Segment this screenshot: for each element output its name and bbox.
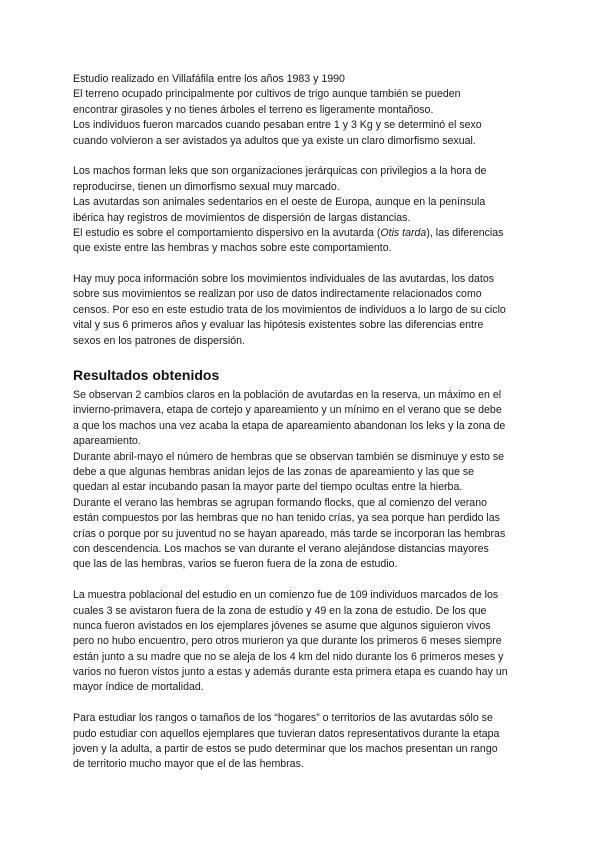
paragraph-gap (73, 696, 535, 711)
text-run: ), las diferencias (426, 226, 504, 239)
text-line: varios no fueron vistos junto a estas y además durante esta primera etapa es cuando hay un (73, 666, 508, 679)
text-line: Para estudiar los rangos o tamaños de los “hogares” o territorios de las avutardas sólo se (73, 712, 493, 725)
paragraph-gap (73, 573, 535, 588)
text-line: están junto a su madre que no se aleja de los 4 km del nido durante los 6 primeros meses y (73, 650, 504, 663)
text-line: joven y la adulta, a partir de estos se pudo determinar que los machos presentan un rango (73, 743, 498, 756)
document-content (73, 72, 535, 773)
text-line: vital y sus 6 primeros años y evaluar las hipótesis existentes sobre las diferencias entre (73, 319, 484, 332)
text-line: pudo estudiar con aquellos ejemplares que tuvieran datos representativos durante la etapa (73, 727, 500, 740)
text-line: cuales 3 se avistaron fuera de la zona de estudio y 49 en la zona de estudio. De los que (73, 604, 487, 617)
results-paragraph-2 (73, 588, 535, 696)
behavior-paragraph (73, 164, 535, 256)
text-line: apareamiento. (73, 435, 141, 448)
text-line: pero no hubo encuentro, pero otros murieron ya que durante los primeros 6 meses siempre (73, 635, 502, 648)
text-line: sexos en los patrones de dispersión. (73, 334, 245, 347)
text-line: quedan al estar incubando pasan la mayor parte del tiempo ocultas entre la hierba. (73, 481, 463, 494)
text-line: sobre sus movimientos se realizan por uso de datos indirectamente relacionados como (73, 288, 482, 301)
text-line: invierno-primavera, etapa de cortejo y apareamiento y un mínimo en el verano que se debe (73, 404, 502, 417)
text-line: a que los machos una vez acaba la etapa de apareamiento abandonan los leks y la zona de (73, 419, 506, 432)
intro-paragraph (73, 72, 535, 149)
text-line: nunca fueron avistados en los ejemplares jóvenes se asume que algunos siguieron vivos (73, 619, 491, 632)
text-line (73, 226, 535, 241)
text-line: que existe entre las hembras y machos sobre este comportamiento. (73, 242, 392, 255)
paragraph-gap (73, 149, 535, 164)
text-line: El terreno ocupado principalmente por cultivos de trigo aunque también se pueden (73, 88, 461, 101)
text-line: Durante abril-mayo el número de hembras que se observan también se disminuye y esto se (73, 450, 505, 463)
text-line: censos. Por eso en este estudio trata de los movimientos de individuos a lo largo de su ciclo (73, 303, 506, 316)
text-line: que las de las hembras, varios se fueron fuera de la zona de estudio. (73, 558, 398, 571)
text-line: crías o porque por su juventud no se hayan apareado, más tarde se incorporan las hembras (73, 527, 506, 540)
text-line: Se observan 2 cambios claros en la población de avutardas en la reserva, un máximo en el (73, 389, 502, 402)
text-line: con descendencia. Los machos se van durante el verano alejándose distancias mayores (73, 542, 489, 555)
text-line: mayor índice de mortalidad. (73, 681, 204, 694)
results-heading: Resultados obtenidos (73, 367, 220, 384)
text-run: El estudio es sobre el comportamiento dispersivo en la avutarda ( (73, 226, 381, 239)
text-line: Las avutardas son animales sedentarios en el oeste de Europa, aunque en la península (73, 196, 486, 209)
results-paragraph-1 (73, 388, 535, 573)
text-line: cuando volvieron a ser avistados ya adultos que ya existe un claro dimorfismo sexual. (73, 134, 476, 147)
paragraph-gap (73, 257, 535, 272)
text-line: Los individuos fueron marcados cuando pesaban entre 1 y 3 Kg y se determinó el sexo (73, 119, 482, 132)
text-line: reproducirse, tienen un dimorfismo sexual muy marcado. (73, 180, 340, 193)
text-line: Durante el verano las hembras se agrupan formando flocks, que al comienzo del verano (73, 496, 487, 509)
text-line: La muestra poblacional del estudio en un comienzo fue de 109 individuos marcados de los (73, 589, 499, 602)
text-line: ibérica hay registros de movimientos de dispersión de largas distancias. (73, 211, 411, 224)
information-paragraph (73, 272, 535, 349)
text-line: Los machos forman leks que son organizaciones jerárquicas con privilegios a la hora de (73, 165, 487, 178)
species-name: Otis tarda (380, 226, 427, 239)
text-line: de territorio mucho mayor que el de las hembras. (73, 758, 304, 771)
results-paragraph-3 (73, 711, 535, 773)
text-line: Hay muy poca información sobre los movimientos individuales de las avutardas, los datos (73, 273, 495, 286)
text-line: debe a que algunas hembras anidan lejos de las zonas de apareamiento y las que se (73, 465, 475, 478)
text-line: Estudio realizado en Villafáfila entre los años 1983 y 1990 (73, 73, 345, 85)
text-line: encontrar girasoles y no tienes árboles el terreno es ligeramente montañoso. (73, 103, 434, 116)
text-line: están compuestos por las hembras que no han tenido crías, ya sea porque han perdido las (73, 512, 500, 525)
